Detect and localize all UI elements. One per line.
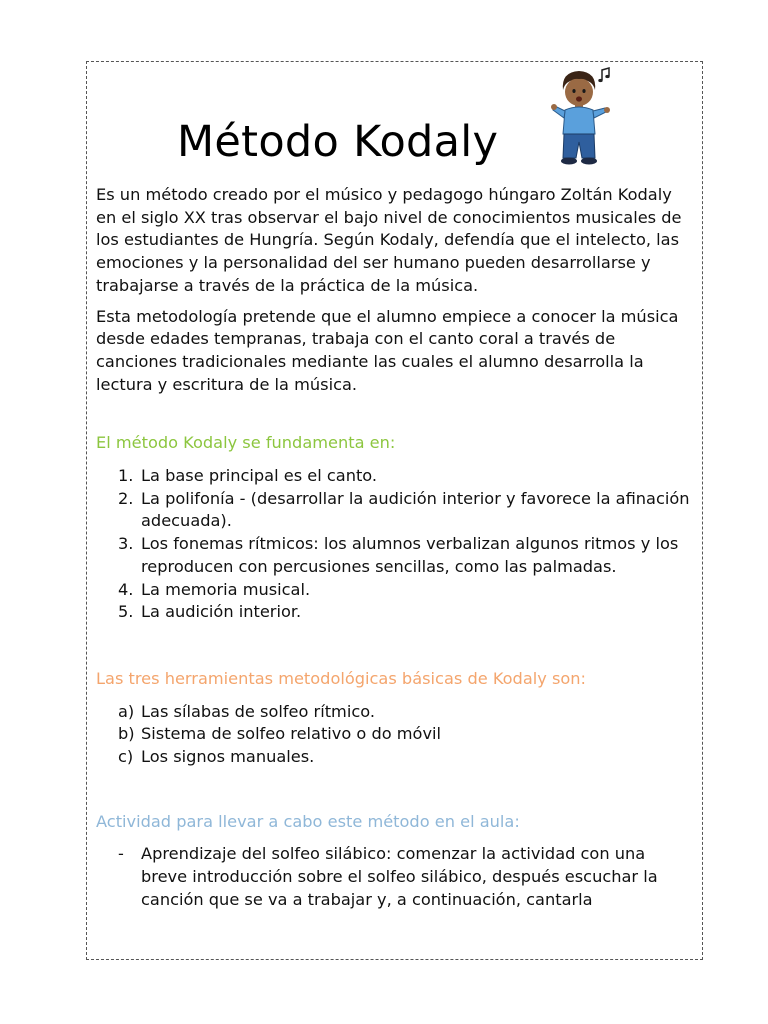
list-item-text: Aprendizaje del solfeo silábico: comenzar la actividad con una breve introducción sobre el solfeo silábico, después escuchar la canción que se va a trabajar y, a continuación, cantarla xyxy=(141,844,658,909)
document-body xyxy=(96,184,696,912)
list-item-text: Sistema de solfeo relativo o do móvil xyxy=(141,724,442,744)
list-marker: 1. xyxy=(118,466,134,486)
list-item-text: Los signos manuales. xyxy=(141,747,315,767)
list-marker: a) xyxy=(118,701,135,721)
list-item xyxy=(96,465,696,488)
activity-heading: Actividad para llevar a cabo este método en el aula: xyxy=(96,811,520,831)
singing-boy-icon xyxy=(549,66,619,166)
tools-heading: Las tres herramientas metodológicas básicas de Kodaly son: xyxy=(96,668,587,688)
list-item xyxy=(96,601,696,624)
list-item xyxy=(96,533,696,578)
intro-paragraph: Es un método creado por el músico y pedagogo húngaro Zoltán Kodaly en el siglo XX tras observar el bajo nivel de conocimientos musicales de los estudiantes de Hungría. Según Kodaly, defendía que el intelecto, las emociones y la personalidad del ser humano pueden desarrollarse y trabajarse a través de la práctica de la música. xyxy=(96,185,682,295)
list-item-text: Las sílabas de solfeo rítmico. xyxy=(141,701,375,721)
list-item-text: La polifonía - (desarrollar la audición interior y favorece la afinación adecuada). xyxy=(141,488,690,531)
list-marker: 5. xyxy=(118,602,134,622)
list-item xyxy=(96,579,696,602)
list-item xyxy=(96,488,696,533)
list-marker: c) xyxy=(118,747,134,767)
document-page xyxy=(86,61,703,960)
list-marker: 2. xyxy=(118,488,134,508)
intro-paragraph: Esta metodología pretende que el alumno empiece a conocer la música desde edades tempranas, trabaja con el canto coral a través de canciones tradicionales mediante las cuales el alumno desarrolla la lectura y escritura de la música. xyxy=(96,306,679,394)
list-marker: 4. xyxy=(118,579,134,599)
list-item xyxy=(96,701,696,724)
list-marker: 3. xyxy=(118,534,134,554)
list-marker: b) xyxy=(118,724,135,744)
fundamentals-heading: El método Kodaly se fundamenta en: xyxy=(96,433,396,453)
list-marker: - xyxy=(118,844,124,864)
list-item xyxy=(96,723,696,746)
list-item-text: La memoria musical. xyxy=(141,579,311,599)
list-item xyxy=(96,746,696,769)
list-item-text: La base principal es el canto. xyxy=(141,466,378,486)
list-item xyxy=(96,843,696,911)
fundamentals-list xyxy=(96,465,696,624)
list-item-text: Los fonemas rítmicos: los alumnos verbalizan algunos ritmos y los reproducen con percusiones sencillas, como las palmadas. xyxy=(141,534,679,576)
page-title: Método Kodaly xyxy=(177,117,499,167)
tools-list xyxy=(96,701,696,769)
activity-list xyxy=(96,843,696,911)
list-item-text: La audición interior. xyxy=(141,602,302,622)
